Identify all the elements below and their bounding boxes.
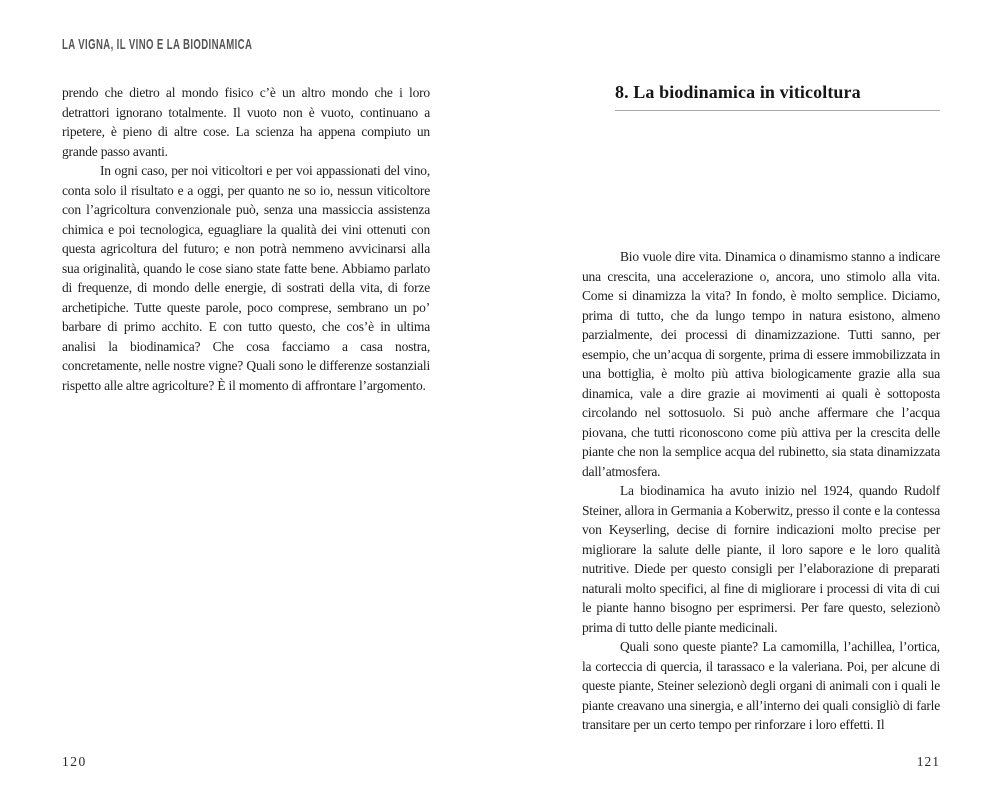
body-paragraph: Bio vuole dire vita. Dinamica o dinamismo stanno a indicare una crescita, una accelerazione o, ancora, uno stimolo alla vita. Come si dinamizza la vita? In fondo, è molto semplice. Diciamo, prima di tutto, che da lungo tempo in natura esistono, almeno parzialmente, dei processi di dinamizzazione. Tutti sanno, per esempio, che un’acqua di sorgente, prima di essere immobilizzata in una bottiglia, è molto più attiva biologicamente grazie alla sua dinamica, vale a dire grazie ai movimenti ai quali è sottoposta circolando nel sottosuolo. Si può anche affermare che l’acqua piovana, che tutti riconoscono come più attiva per la crescita delle piante che non la semplice acqua del rubinetto, sia stata dinamizzata dall’atmosfera. xyxy=(582,249,940,479)
right-page-body xyxy=(582,247,940,735)
body-paragraph: prendo che dietro al mondo fisico c’è un altro mondo che i loro detrattori ignorano totalmente. Il vuoto non è vuoto, continuano a ripetere, è pieno di altre cose. La scienza ha appena compiuto un grande passo avanti. xyxy=(62,85,430,159)
body-paragraph: In ogni caso, per noi viticoltori e per voi appassionati del vino, conta solo il risultato e a oggi, per quanto ne so io, nessun viticoltore con l’agricoltura convenzionale può, senza una massiccia assistenza chimica e poi tecnologica, eguagliare la qualità dei vini ottenuti con questa agricoltura del futuro; e non potrà nemmeno avvicinarsi alla sua originalità, quando le cose siano state fatte bene. Abbiamo parlato di frequenze, di mondo delle energie, di sostrati della vita, di forze archetipiche. Tutte queste parole, poco comprese, sembrano un po’ barbare di primo acchito. E con tutto questo, che cos’è in ultima analisi la biodinamica? Che cosa facciamo a casa nostra, concretamente, nelle nostre vigne? Quali sono le differenze sostanziali rispetto alle altre agricolture? È il momento di affrontare l’argomento. xyxy=(62,163,430,393)
body-paragraph: Quali sono queste piante? La camomilla, l’achillea, l’ortica, la corteccia di quercia, il tarassaco e la valeriana. Poi, per alcune di queste piante, Steiner selezionò degli organi di animali con i quali le piante creavano una sinergia, e all’interno dei quali consigliò di farle transitare per un certo tempo per rinforzare i loro effetti. Il xyxy=(582,639,940,732)
running-header: LA VIGNA, IL VINO E LA BIODINAMICA xyxy=(62,36,253,53)
page-number-right: 121 xyxy=(916,754,940,769)
left-page-body xyxy=(62,83,430,395)
body-paragraph: La biodinamica ha avuto inizio nel 1924, quando Rudolf Steiner, allora in Germania a Koberwitz, presso il conte e la contessa von Keyserling, decise di fornire indicazioni molto precise per migliorare la salute delle piante, il loro sapore e le loro qualità nutritive. Diede per questo consigli per l’elaborazione di preparati naturali molto specifici, al fine di migliorare i processi di vita di cui le piante hanno bisogno per esprimersi. Per fare questo, selezionò prima di tutto delle piante medicinali. xyxy=(582,483,940,635)
chapter-heading: 8. La biodinamica in viticoltura xyxy=(615,82,861,102)
page-number-left: 120 xyxy=(62,754,87,769)
chapter-heading-block xyxy=(615,82,940,111)
